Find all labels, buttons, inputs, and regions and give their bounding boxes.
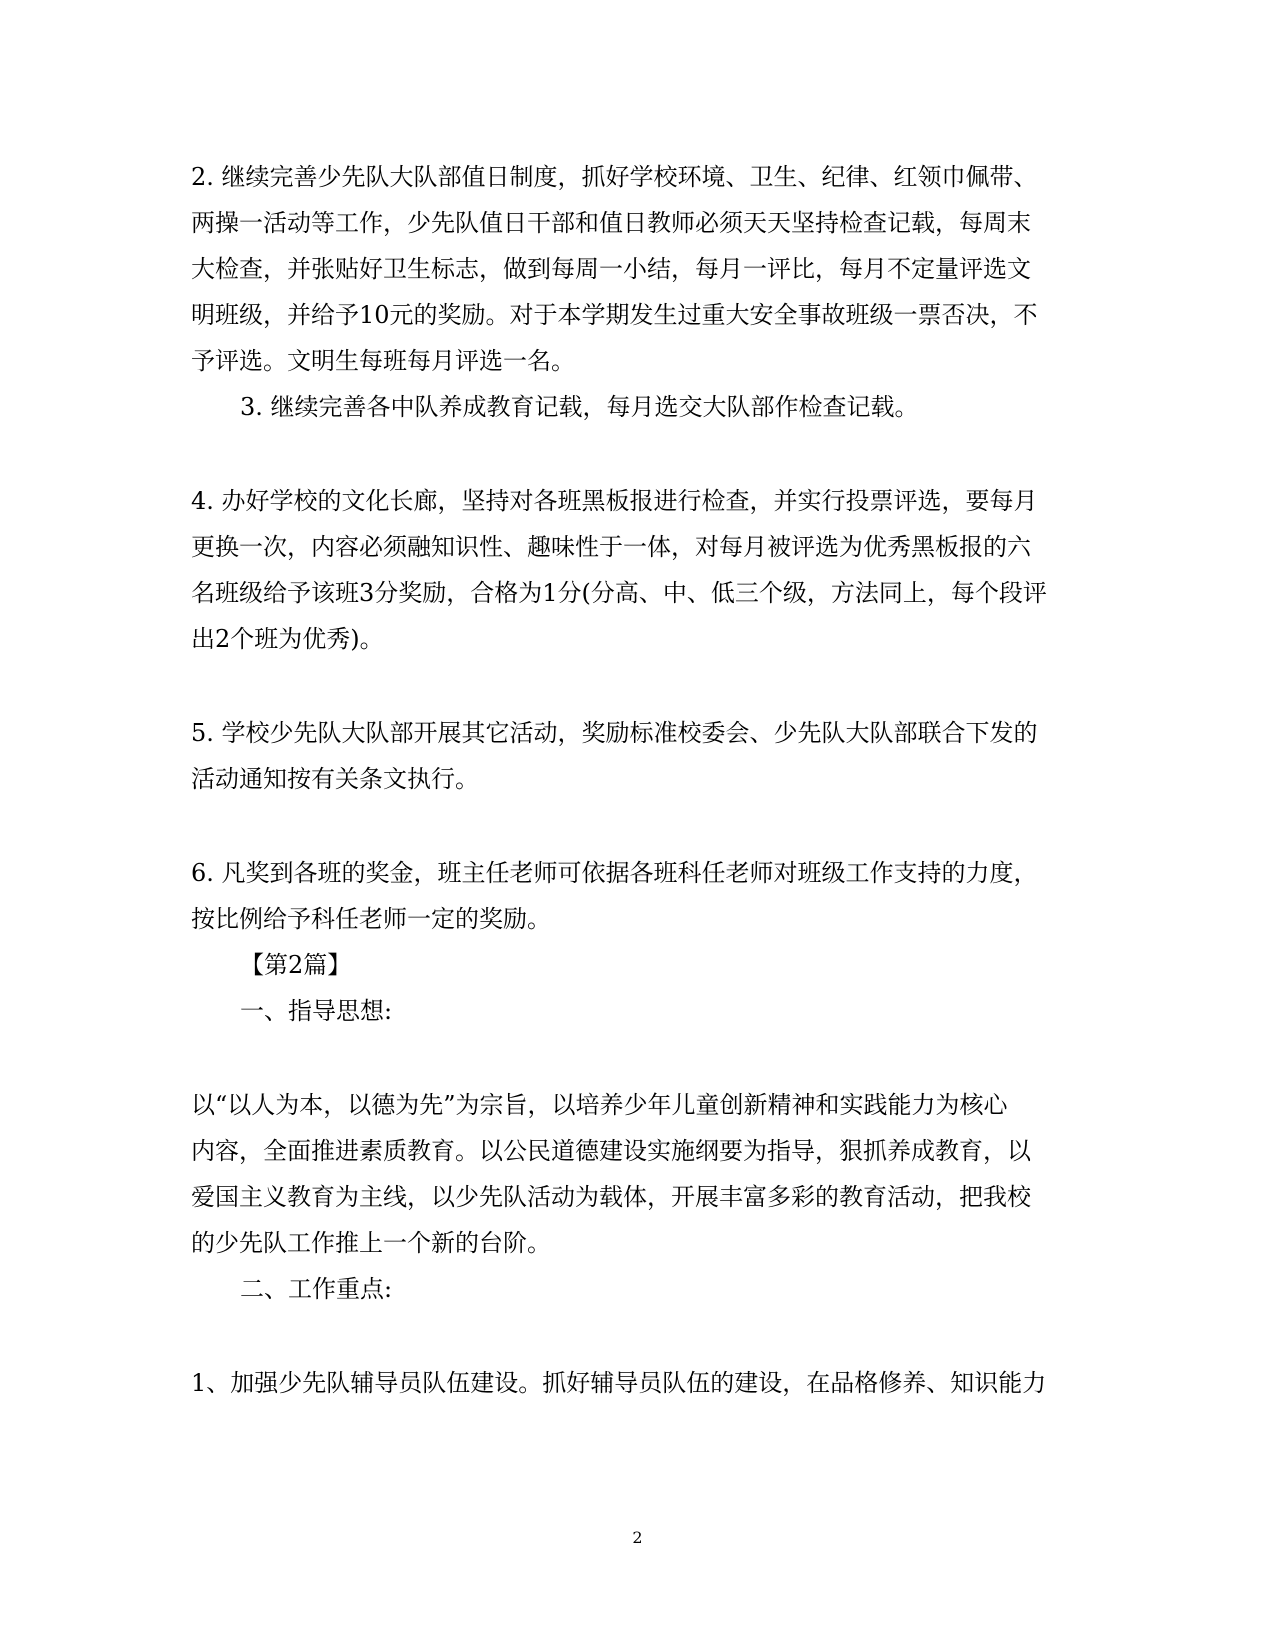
text-line: 4. 办好学校的文化长廊，坚持对各班黑板报进行检查，并实行投票评选，要每月 <box>191 487 1038 515</box>
text-line: 出2个班为优秀)。 <box>191 625 384 653</box>
text-line: 的少先队工作推上一个新的台阶。 <box>191 1229 551 1257</box>
text-line: 明班级，并给予10元的奖励。对于本学期发生过重大安全事故班级一票否决，不 <box>191 301 1038 329</box>
text-line: 3. 继续完善各中队养成教育记载，每月选交大队部作检查记载。 <box>240 393 919 421</box>
text-line: 2. 继续完善少先队大队部值日制度，抓好学校环境、卫生、纪律、红领巾佩带、 <box>191 163 1038 191</box>
text-line: 1、加强少先队辅导员队伍建设。抓好辅导员队伍的建设，在品格修养、知识能力 <box>191 1369 1047 1397</box>
subsection-heading: 一、指导思想: <box>240 997 393 1025</box>
text-line: 按比例给予科任老师一定的奖励。 <box>191 905 551 933</box>
page-number: 2 <box>632 1528 643 1547</box>
text-line: 名班级给予该班3分奖励，合格为1分(分高、中、低三个级，方法同上，每个段评 <box>191 579 1047 607</box>
text-line: 爱国主义教育为主线，以少先队活动为载体，开展丰富多彩的教育活动，把我校 <box>191 1183 1031 1211</box>
text-line: 5. 学校少先队大队部开展其它活动，奖励标准校委会、少先队大队部联合下发的 <box>191 719 1038 747</box>
section-heading: 【第2篇】 <box>240 951 352 979</box>
text-line: 6. 凡奖到各班的奖金，班主任老师可依据各班科任老师对班级工作支持的力度， <box>191 859 1038 887</box>
text-line: 大检查，并张贴好卫生标志，做到每周一小结，每月一评比，每月不定量评选文 <box>191 255 1031 283</box>
text-line: 内容，全面推进素质教育。以公民道德建设实施纲要为指导，狠抓养成教育，以 <box>191 1137 1031 1165</box>
text-line: 活动通知按有关条文执行。 <box>191 765 479 793</box>
subsection-heading: 二、工作重点: <box>240 1275 393 1303</box>
text-line: 更换一次，内容必须融知识性、趣味性于一体，对每月被评选为优秀黑板报的六 <box>191 533 1031 561</box>
text-line: 以“以人为本，以德为先”为宗旨，以培养少年儿童创新精神和实践能力为核心 <box>191 1091 1008 1119</box>
text-line: 两操一活动等工作，少先队值日干部和值日教师必须天天坚持检查记载，每周末 <box>191 209 1031 237</box>
text-line: 予评选。文明生每班每月评选一名。 <box>191 347 575 375</box>
